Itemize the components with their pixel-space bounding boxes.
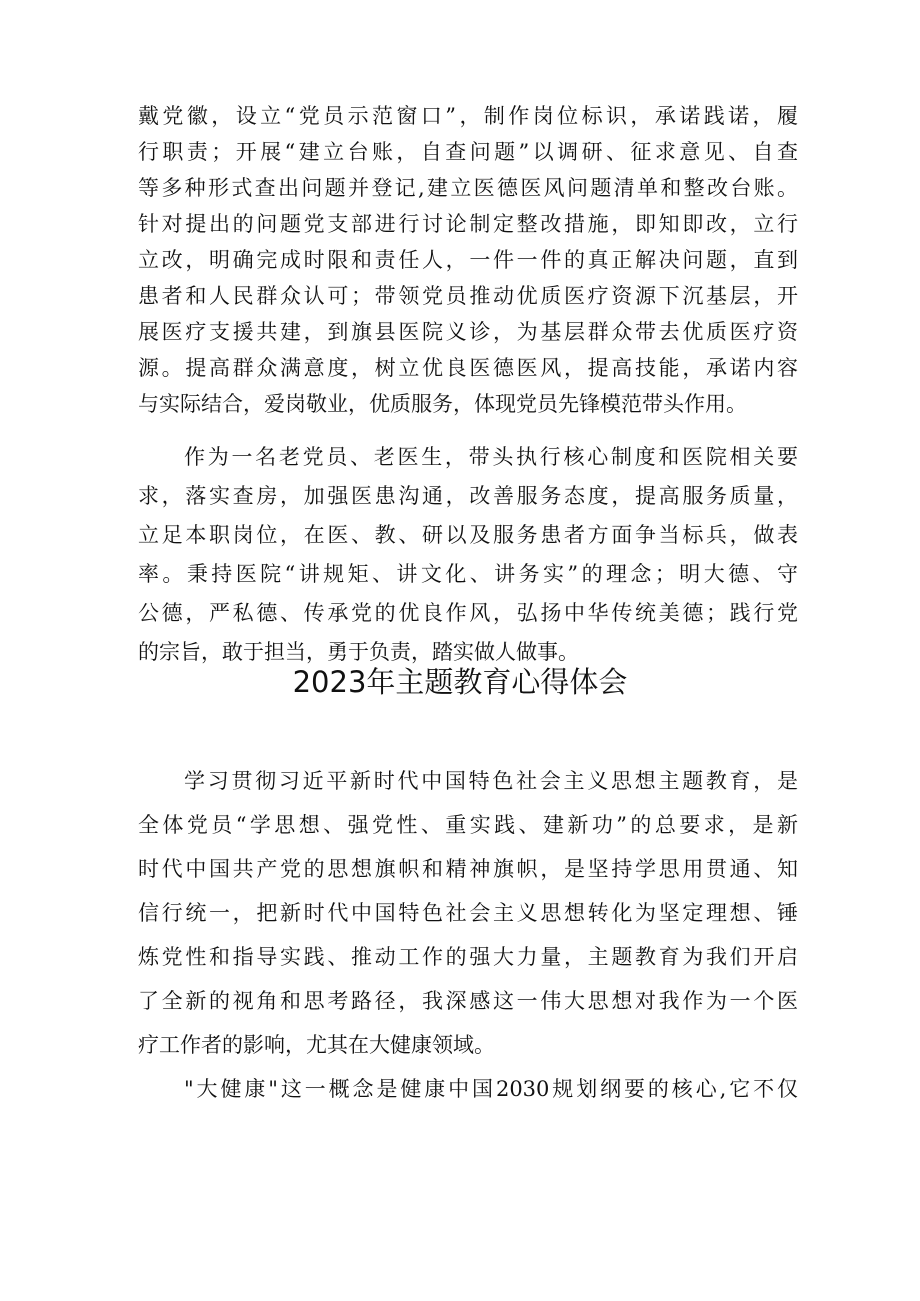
- page-title: 2023年主题教育心得体会: [292, 665, 628, 699]
- paragraph-3-line-6: 了全新的视角和思考路径，我深感这一伟大思想对我作为一个医: [138, 989, 798, 1013]
- paragraph-3-line-5: 炼党性和指导实践、推动工作的强大力量，主题教育为我们开启: [138, 945, 798, 969]
- paragraph-3-line-2: 全体党员“学思想、强党性、重实践、建新功”的总要求，是新: [138, 813, 798, 837]
- paragraph-1-line-6: 患者和人民群众认可；带领党员推动优质医疗资源下沉基层，开: [138, 284, 798, 308]
- paragraph-2-line-5: 公德，严私德、传承党的优良作风，弘扬中华传统美德；践行党: [138, 601, 798, 625]
- paragraph-1-line-1: 戴党徽，设立“党员示范窗口”，制作岗位标识，承诺践诺，履: [138, 104, 798, 128]
- paragraph-1-line-7: 展医疗支援共建，到旗县医院义诊，为基层群众带去优质医疗资: [138, 320, 798, 344]
- paragraph-2-line-3: 立足本职岗位，在医、教、研以及服务患者方面争当标兵，做表: [138, 523, 798, 547]
- paragraph-1-line-2: 行职责；开展“建立台账，自查问题”以调研、征求意见、自查: [138, 140, 798, 164]
- paragraph-1-line-8: 源。提高群众满意度，树立优良医德医风，提高技能，承诺内容: [138, 356, 798, 380]
- paragraph-1-line-9: 与实际结合，爱岗敬业，优质服务，体现党员先锋模范带头作用。: [138, 392, 747, 416]
- paragraph-2-line-6: 的宗旨，敢于担当，勇于负责，踏实做人做事。: [138, 640, 579, 664]
- paragraph-2-line-1: 作为一名老党员、老医生，带头执行核心制度和医院相关要: [184, 445, 798, 469]
- paragraph-1-line-3: 等多种形式查出问题并登记,建立医德医风问题清单和整改台账。: [138, 176, 798, 200]
- paragraph-2-line-2: 求，落实查房，加强医患沟通，改善服务态度，提高服务质量，: [138, 484, 798, 508]
- paragraph-3-line-1: 学习贯彻习近平新时代中国特色社会主义思想主题教育，是: [184, 769, 798, 793]
- paragraph-2-line-4: 率。秉持医院“讲规矩、讲文化、讲务实”的理念；明大德、守: [138, 562, 798, 586]
- paragraph-3-line-7: 疗工作者的影响，尤其在大健康领域。: [138, 1033, 495, 1057]
- paragraph-1-line-5: 立改，明确完成时限和责任人，一件一件的真正解决问题，直到: [138, 248, 798, 272]
- paragraph-3-line-4: 信行统一，把新时代中国特色社会主义思想转化为坚定理想、锤: [138, 901, 798, 925]
- paragraph-3-line-3: 时代中国共产党的思想旗帜和精神旗帜，是坚持学思用贯通、知: [138, 857, 798, 881]
- paragraph-4-line-1: "大健康"这一概念是健康中国2030规划纲要的核心,它不仅: [184, 1077, 798, 1101]
- paragraph-1-line-4: 针对提出的问题党支部进行讨论制定整改措施，即知即改，立行: [138, 212, 798, 236]
